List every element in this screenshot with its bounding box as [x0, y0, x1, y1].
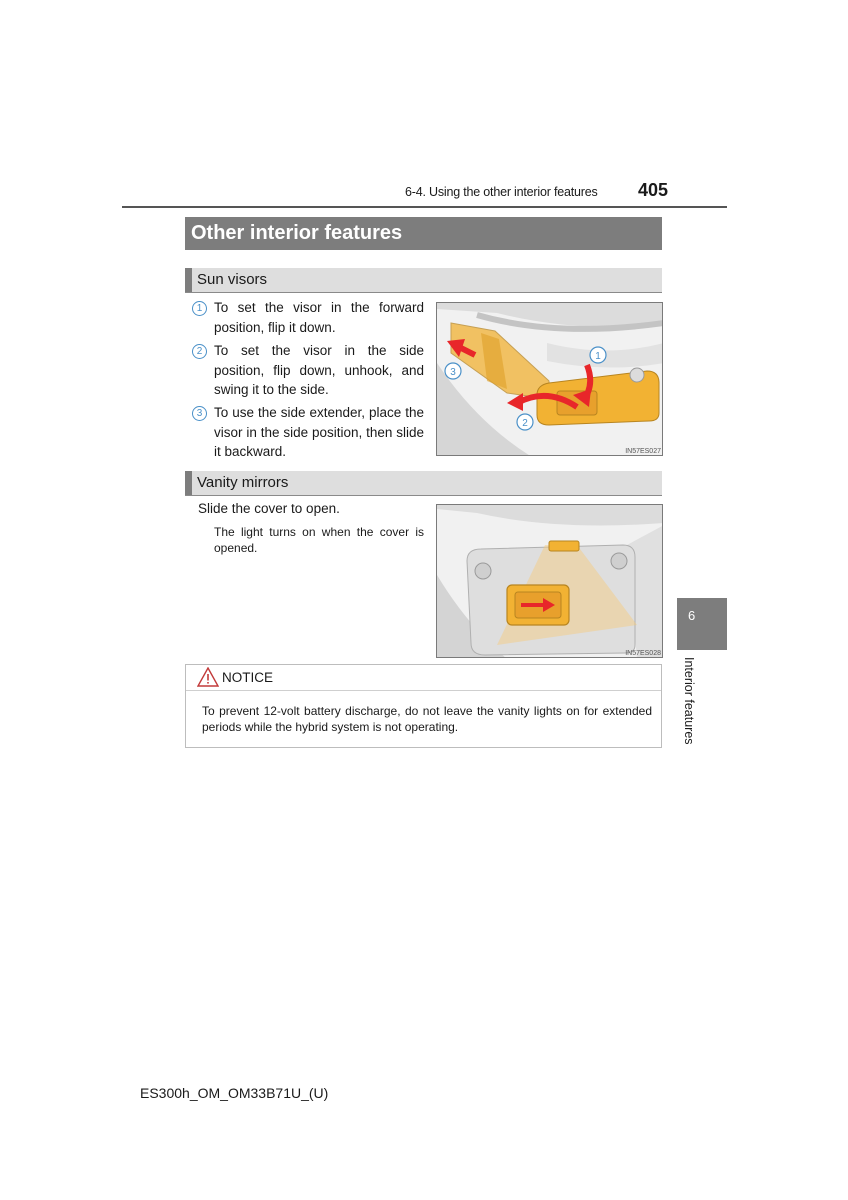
- figure-code-1: IN57ES027: [625, 448, 661, 455]
- vanity-mirrors-heading: Vanity mirrors: [197, 474, 289, 491]
- warning-triangle-icon: [197, 667, 219, 692]
- callout-1: 1: [595, 351, 601, 362]
- step-text-1: To set the visor in the forward position, flip it down.: [214, 300, 424, 335]
- footer-code: ES300h_OM_OM33B71U_(U): [140, 1085, 329, 1101]
- callout-3: 3: [450, 367, 456, 378]
- sun-visors-heading: Sun visors: [197, 271, 268, 288]
- sun-visor-figure: [436, 302, 663, 456]
- step-number-2: 2: [192, 344, 207, 359]
- callout-2: 2: [522, 418, 528, 429]
- sun-visors-heading-bar: [185, 268, 662, 293]
- vanity-instruction: Slide the cover to open.: [198, 501, 340, 516]
- heading-accent: [185, 471, 192, 495]
- step-text-3: To use the side extender, place the visor in the side position, then slide it backward.: [214, 405, 424, 459]
- figure-code-2: IN57ES028: [625, 650, 661, 657]
- heading-accent: [185, 268, 192, 292]
- notice-label: NOTICE: [222, 670, 274, 685]
- step-text-2: To set the visor in the side position, flip down, unhook, and swing it to the side.: [214, 343, 424, 397]
- vanity-mirror-figure: [436, 504, 663, 658]
- chapter-label: Interior features: [682, 657, 696, 745]
- header-rule: [122, 206, 727, 208]
- chapter-tab: [677, 598, 727, 650]
- sun-visor-step-3: [192, 403, 424, 462]
- step-number-3: 3: [192, 406, 207, 421]
- chapter-number: 6: [688, 608, 696, 623]
- vanity-note: The light turns on when the cover is opened.: [214, 525, 424, 555]
- notice-text: To prevent 12-volt battery discharge, do not leave the vanity lights on for extended periods while the hybrid system is not operating.: [202, 704, 652, 734]
- sun-visor-step-2: [192, 341, 424, 400]
- step-number-1: 1: [192, 301, 207, 316]
- sun-visor-step-1: [192, 298, 424, 337]
- vanity-mirror-illustration: [437, 505, 663, 658]
- vanity-mirrors-heading-bar: [185, 471, 662, 496]
- page-title: Other interior features: [185, 217, 662, 250]
- running-header-section: 6-4. Using the other interior features: [405, 185, 598, 199]
- page-number: 405: [638, 180, 669, 200]
- sun-visor-illustration: [437, 303, 663, 456]
- notice-divider: [186, 690, 661, 691]
